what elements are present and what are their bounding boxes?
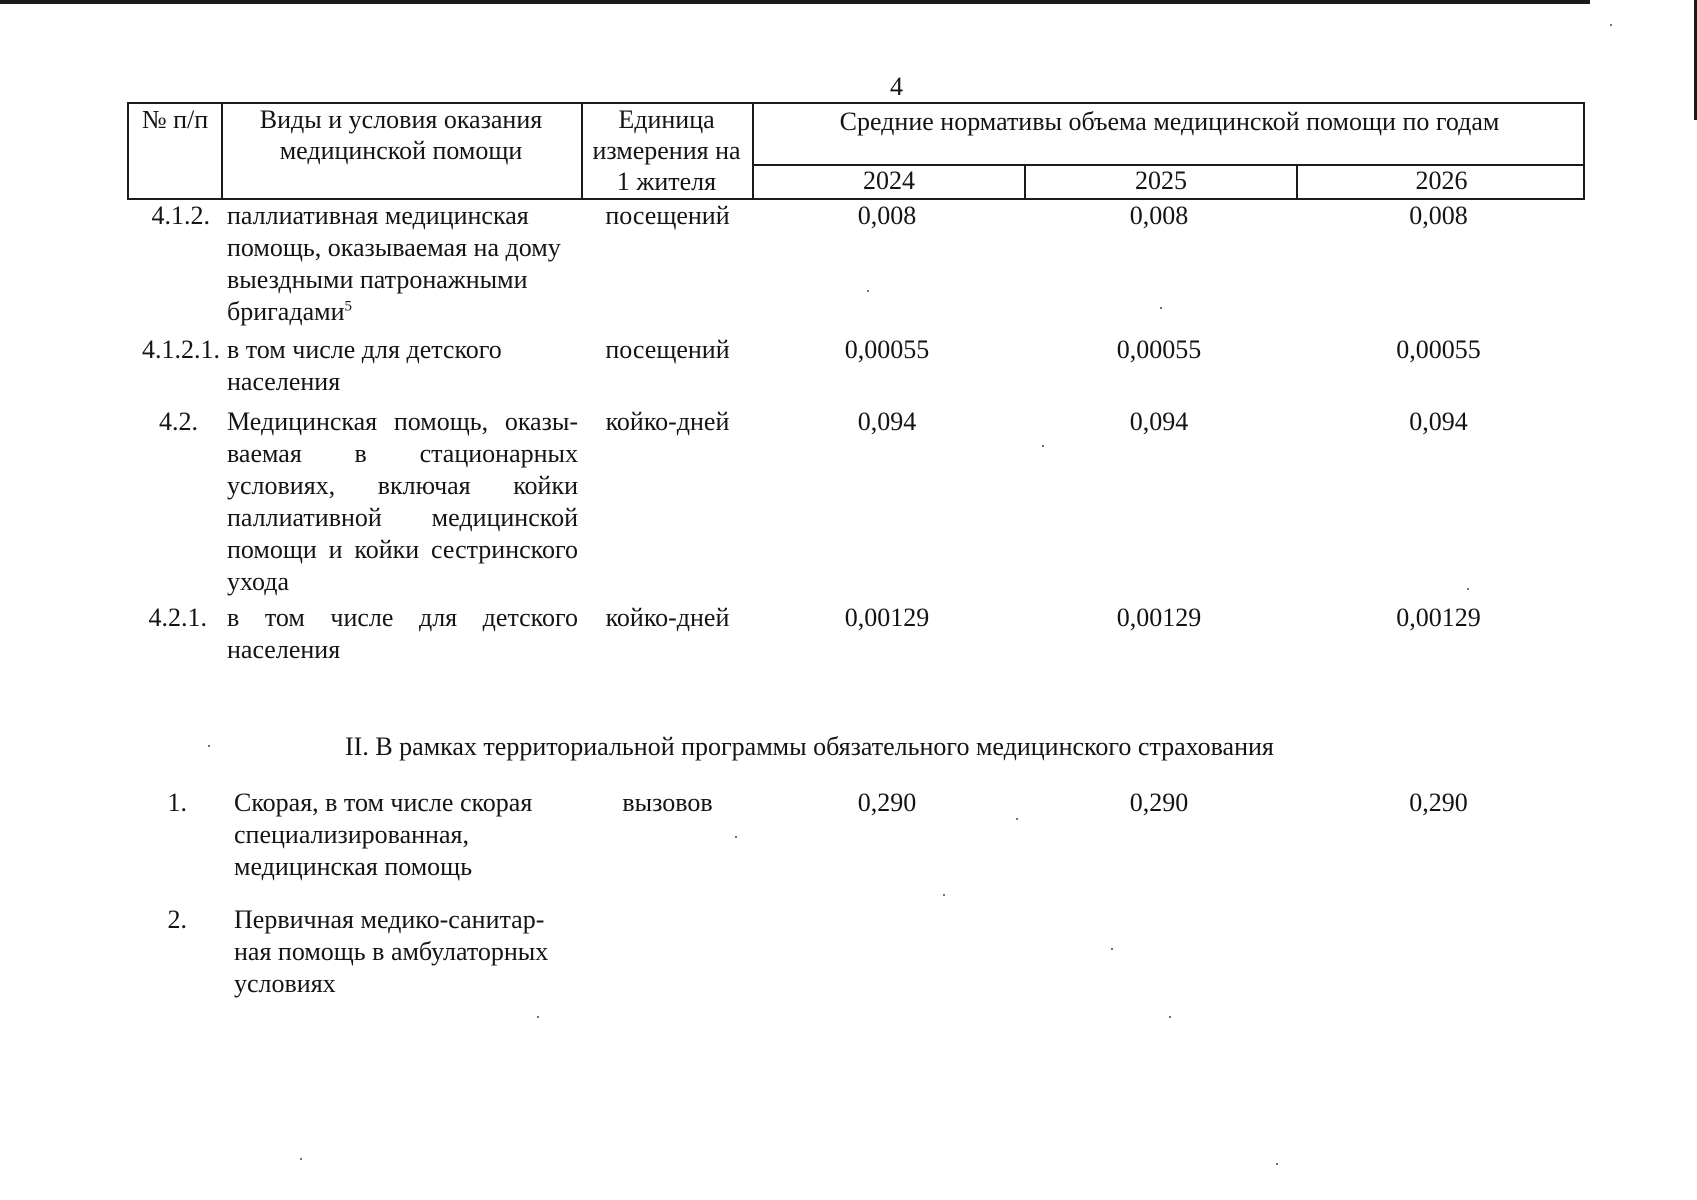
row-unit: посещений	[605, 201, 730, 230]
scan-speck	[1111, 948, 1113, 950]
scan-speck	[1016, 818, 1018, 820]
scan-speck	[1610, 24, 1612, 26]
row-value-2024: 0,290	[857, 788, 917, 817]
row-value-2025: 0,00129	[1116, 603, 1202, 632]
section-title: II. В рамках территориальной программы обязательного медицинского страхования	[345, 732, 1274, 761]
scan-speck	[300, 1158, 302, 1160]
row-number: 4.1.2.	[151, 201, 210, 230]
scan-speck	[1160, 307, 1162, 309]
row-value-2026: 0,094	[1409, 407, 1468, 436]
scan-speck	[1042, 445, 1044, 447]
header-year-2025: 2025	[1135, 166, 1187, 195]
header-year-2024: 2024	[863, 166, 915, 195]
footnote-mark: 5	[344, 298, 352, 315]
row-value-2024: 0,008	[857, 201, 917, 230]
row-value-2025: 0,008	[1129, 201, 1189, 230]
row-number: 4.2.1.	[148, 603, 207, 632]
row-value-2026: 0,00129	[1396, 603, 1481, 632]
row-unit: посещений	[605, 335, 730, 364]
header-norms: Средние нормативы объема медицинской помощи по годам	[839, 107, 1500, 136]
scan-speck	[867, 290, 869, 292]
table-header	[127, 102, 1585, 200]
scan-speck	[943, 894, 945, 896]
scan-speck	[1276, 1163, 1278, 1165]
row-type: Скорая, в том числе скорая специализированная, медицинская помощь	[234, 788, 533, 881]
row-type: в том числе для детского населения	[227, 603, 578, 664]
row-unit: вызовов	[622, 788, 713, 817]
row-value-2025: 0,094	[1129, 407, 1189, 436]
scan-speck	[208, 745, 210, 747]
row-value-2024: 0,00129	[844, 603, 930, 632]
header-type: Виды и условия оказания медицинской помощи	[259, 105, 543, 165]
row-type: Медицинская помощь, оказы-ваемая в стационарных условиях, включая койки паллиативной медицинской помощи и койки сестринского ухода	[227, 407, 578, 596]
scan-speck	[1467, 588, 1469, 590]
header-year-2026: 2026	[1415, 166, 1468, 195]
row-number: 1.	[167, 788, 187, 817]
row-unit: койко-дней	[605, 603, 730, 632]
row-value-2025: 0,290	[1129, 788, 1189, 817]
scan-speck	[1169, 1016, 1171, 1018]
row-value-2026: 0,290	[1409, 788, 1468, 817]
row-number: 2.	[167, 905, 187, 934]
scan-top-edge	[0, 0, 1590, 4]
row-unit: койко-дней	[605, 407, 730, 436]
scan-speck	[537, 1016, 539, 1018]
row-value-2026: 0,008	[1409, 201, 1468, 230]
row-value-2026: 0,00055	[1396, 335, 1481, 364]
row-type	[227, 200, 582, 328]
row-value-2024: 0,094	[857, 407, 917, 436]
row-type-text: паллиативная медицинская помощь, оказываемая на дому выездными патронажными бригадами	[227, 201, 561, 326]
row-type: Первичная медико-санитар-ная помощь в амбулаторных условиях	[234, 905, 549, 998]
row-number: 4.2.	[159, 407, 198, 436]
header-number: № п/п	[141, 105, 209, 134]
row-value-2025: 0,00055	[1116, 335, 1202, 364]
row-number: 4.1.2.1.	[142, 335, 220, 364]
row-type: в том числе для детского населения	[227, 335, 502, 396]
scan-speck	[735, 836, 737, 838]
header-unit: Единица измерения на 1 жителя	[592, 105, 741, 196]
row-value-2024: 0,00055	[844, 335, 930, 364]
page-number: 4	[890, 72, 903, 101]
